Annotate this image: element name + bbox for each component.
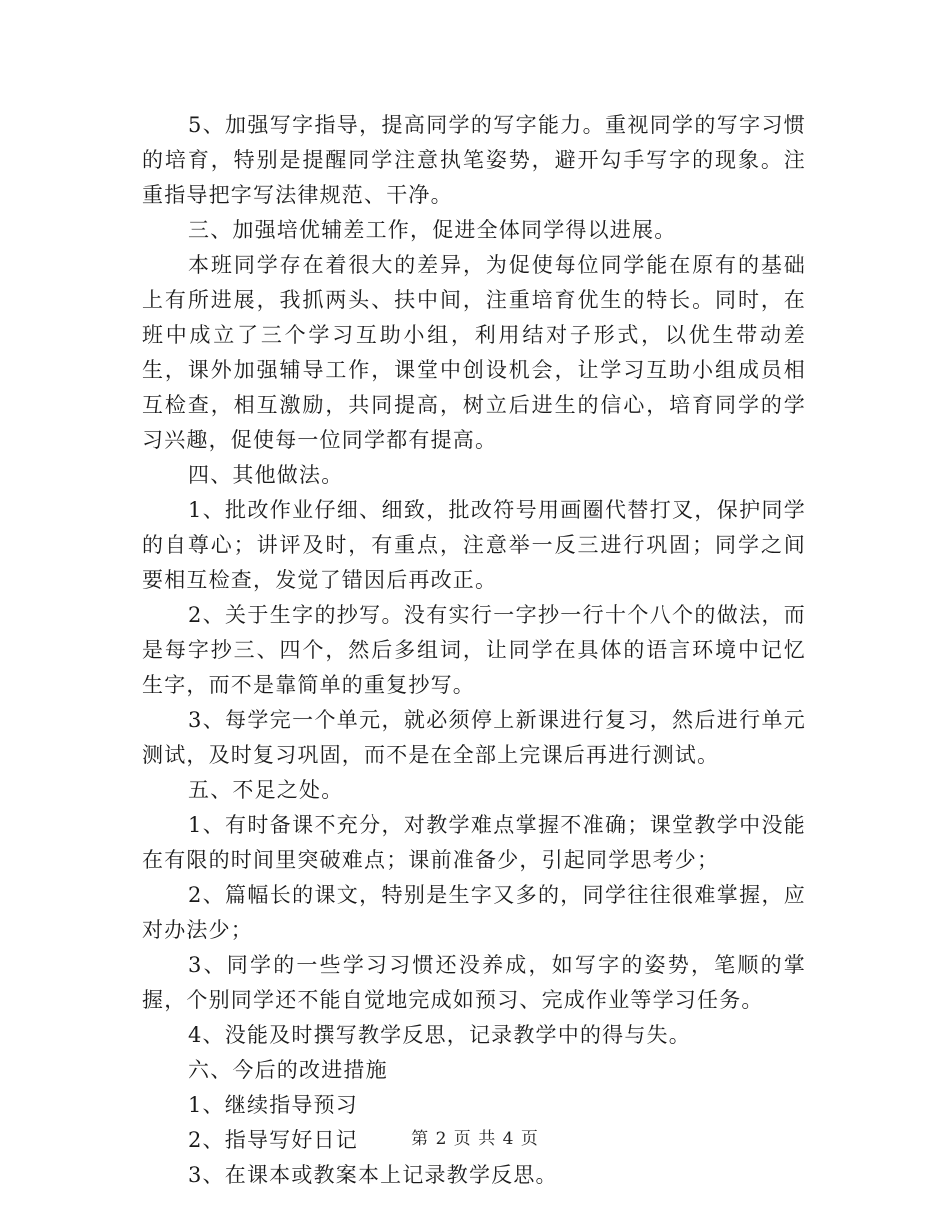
paragraph-improvement-3: 3、在课本或教案本上记录教学反思。 — [188, 1163, 558, 1187]
paragraph-shortcoming-3: 3、同学的一些学习习惯还没养成，如写字的姿势，笔顺的掌握，个别同学还不能自觉地完成如预习、完成作业等学习任务。 — [142, 953, 806, 1012]
paragraph-homework-correction: 1、批改作业仔细、细致，批改符号用画圈代替打叉，保护同学的自尊心；讲评及时，有重点，注意举一反三进行巩固；同学之间要相互检查，发觉了错因后再改正。 — [142, 498, 806, 592]
section-heading-4: 四、其他做法。 — [188, 463, 344, 487]
paragraph-unit-review: 3、每学完一个单元，就必须停上新课进行复习，然后进行单元测试，及时复习巩固，而不是在全部上完课后再进行测试。 — [142, 708, 806, 767]
section-heading-5: 五、不足之处。 — [188, 778, 344, 802]
document-body — [142, 108, 806, 1193]
paragraph-shortcoming-2: 2、篇幅长的课文，特别是生字又多的，同学往往很难掌握，应对办法少； — [142, 883, 806, 942]
section-heading-6: 六、今后的改进措施 — [188, 1058, 388, 1082]
paragraph-character-copying: 2、关于生字的抄写。没有实行一字抄一行十个八个的做法，而是每字抄三、四个，然后多组词，让同学在具体的语言环境中记忆生字，而不是靠简单的重复抄写。 — [142, 603, 806, 697]
paragraph-improvement-1: 1、继续指导预习 — [188, 1093, 358, 1117]
paragraph-shortcoming-4: 4、没能及时撰写教学反思，记录教学中的得与失。 — [188, 1023, 691, 1047]
paragraph-writing-guidance: 5、加强写字指导，提高同学的写字能力。重视同学的写字习惯的培育，特别是提醒同学注意执笔姿势，避开勾手写字的现象。注重指导把字写法律规范、干净。 — [142, 113, 806, 207]
section-heading-3: 三、加强培优辅差工作，促进全体同学得以进展。 — [188, 218, 677, 242]
paragraph-class-differences: 本班同学存在着很大的差异，为促使每位同学能在原有的基础上有所进展，我抓两头、扶中间，注重培育优生的特长。同时，在班中成立了三个学习互助小组，利用结对子形式，以优生带动差生，课外加强辅导工作，课堂中创设机会，让学习互助小组成员相互检查，相互激励，共同提高，树立后进生的信心，培育同学的学习兴趣，促使每一位同学都有提高。 — [142, 253, 806, 452]
page-number-footer: 第 2 页 共 4 页 — [411, 1129, 539, 1149]
paragraph-shortcoming-1: 1、有时备课不充分，对教学难点掌握不准确；课堂教学中没能在有限的时间里突破难点；课前准备少，引起同学思考少； — [142, 813, 806, 872]
paragraph-improvement-2: 2、指导写好日记 — [188, 1128, 358, 1152]
